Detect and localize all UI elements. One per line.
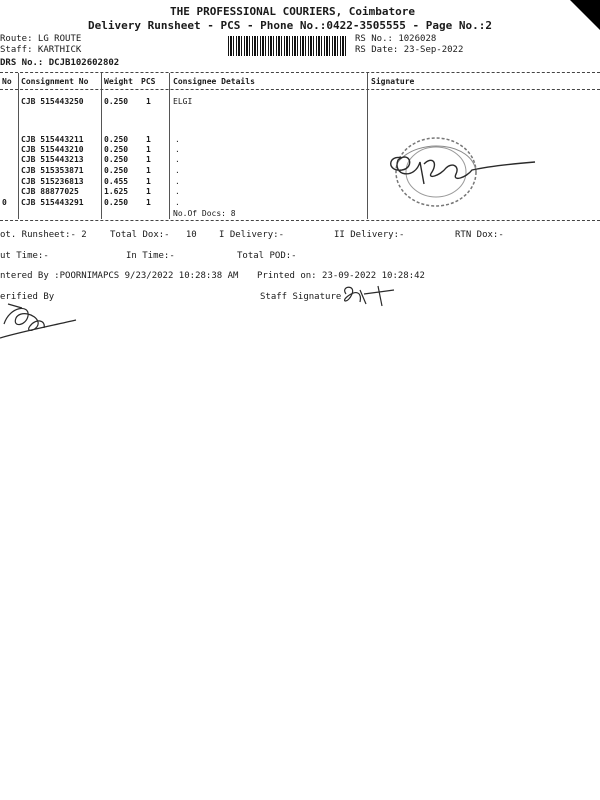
entered-by: ntered By :POORNIMAPCS 9/23/2022 10:28:38 AM <box>0 271 239 281</box>
verified-by-label: erified By <box>0 292 55 302</box>
page-corner-mark <box>570 0 600 30</box>
rtn-dox: RTN Dox:- <box>455 230 504 240</box>
pcs: 1 <box>146 187 151 196</box>
total-pod: Total POD:- <box>237 251 297 261</box>
weight: 0.250 <box>104 135 129 144</box>
consignee: . <box>175 135 180 144</box>
col-header-consignment: Consignment No <box>21 77 89 86</box>
col-header-signature: Signature <box>371 77 415 86</box>
consignee: . <box>175 187 180 196</box>
consignment-no: CJB 515443211 <box>21 135 84 144</box>
consignment-no: CJB 515443291 <box>21 198 84 207</box>
pcs: 1 <box>146 145 151 154</box>
rs-number: RS No.: 1026028 <box>355 34 437 44</box>
consignment-no: CJB 515443250 <box>21 97 84 106</box>
consignee: . <box>175 145 180 154</box>
table-bottom-rule <box>0 220 600 221</box>
i-delivery: I Delivery:- <box>219 230 285 240</box>
receiver-signature <box>380 140 540 200</box>
weight: 0.250 <box>104 97 129 106</box>
document-title: THE PROFESSIONAL COURIERS, Coimbatore <box>170 5 416 18</box>
barcode <box>228 36 346 56</box>
table-top-rule <box>0 72 600 73</box>
verifier-signature <box>0 296 80 340</box>
consignee: . <box>175 155 180 164</box>
consignee: . <box>175 177 180 186</box>
consignee: . <box>175 166 180 175</box>
col-header-consignee: Consignee Details <box>173 77 255 86</box>
weight: 0.250 <box>104 155 129 164</box>
col-header-pcs: PCS <box>141 77 156 86</box>
consignment-no: CJB 88877025 <box>21 187 79 196</box>
pcs: 1 <box>146 177 151 186</box>
staff-signature-label: Staff Signature <box>260 292 342 302</box>
pcs: 1 <box>146 155 151 164</box>
consignee: . <box>175 198 180 207</box>
col-header-weight: Weight <box>104 77 133 86</box>
consignment-no: CJB 515443213 <box>21 155 84 164</box>
consignee: ELGI <box>173 97 193 106</box>
weight: 1.625 <box>104 187 129 196</box>
pcs: 1 <box>146 198 151 207</box>
route-label: Route: LG ROUTE <box>0 34 82 44</box>
total-runsheet: ot. Runsheet:- 2 <box>0 230 87 240</box>
weight: 0.250 <box>104 198 129 207</box>
pcs: 1 <box>146 135 151 144</box>
weight: 0.250 <box>104 145 129 154</box>
weight: 0.455 <box>104 177 129 186</box>
consignment-no: CJB 515353871 <box>21 166 84 175</box>
col-divider <box>367 73 368 219</box>
out-time: ut Time:- <box>0 251 49 261</box>
rs-date: RS Date: 23-Sep-2022 <box>355 45 464 55</box>
drs-number: DRS No.: DCJB102602802 <box>0 58 120 68</box>
col-divider <box>169 73 170 219</box>
in-time: In Time:- <box>126 251 175 261</box>
col-divider <box>18 73 19 219</box>
staff-label: Staff: KARTHICK <box>0 45 82 55</box>
total-dox: Total Dox:- 10 <box>110 230 197 240</box>
no-of-docs: No.Of Docs: 8 <box>173 209 236 218</box>
pcs: 1 <box>146 97 151 106</box>
pcs: 1 <box>146 166 151 175</box>
ii-delivery: II Delivery:- <box>334 230 405 240</box>
printed-on: Printed on: 23-09-2022 10:28:42 <box>257 271 425 281</box>
weight: 0.250 <box>104 166 129 175</box>
document-subtitle: Delivery Runsheet - PCS - Phone No.:0422-3505555 - Page No.:2 <box>88 19 492 32</box>
row-number: 0 <box>2 198 7 207</box>
col-header-no: No <box>2 77 12 86</box>
consignment-no: CJB 515443210 <box>21 145 84 154</box>
col-divider <box>101 73 102 219</box>
staff-signature <box>338 282 402 310</box>
consignment-no: CJB 515236813 <box>21 177 84 186</box>
table-header-rule <box>0 89 600 90</box>
